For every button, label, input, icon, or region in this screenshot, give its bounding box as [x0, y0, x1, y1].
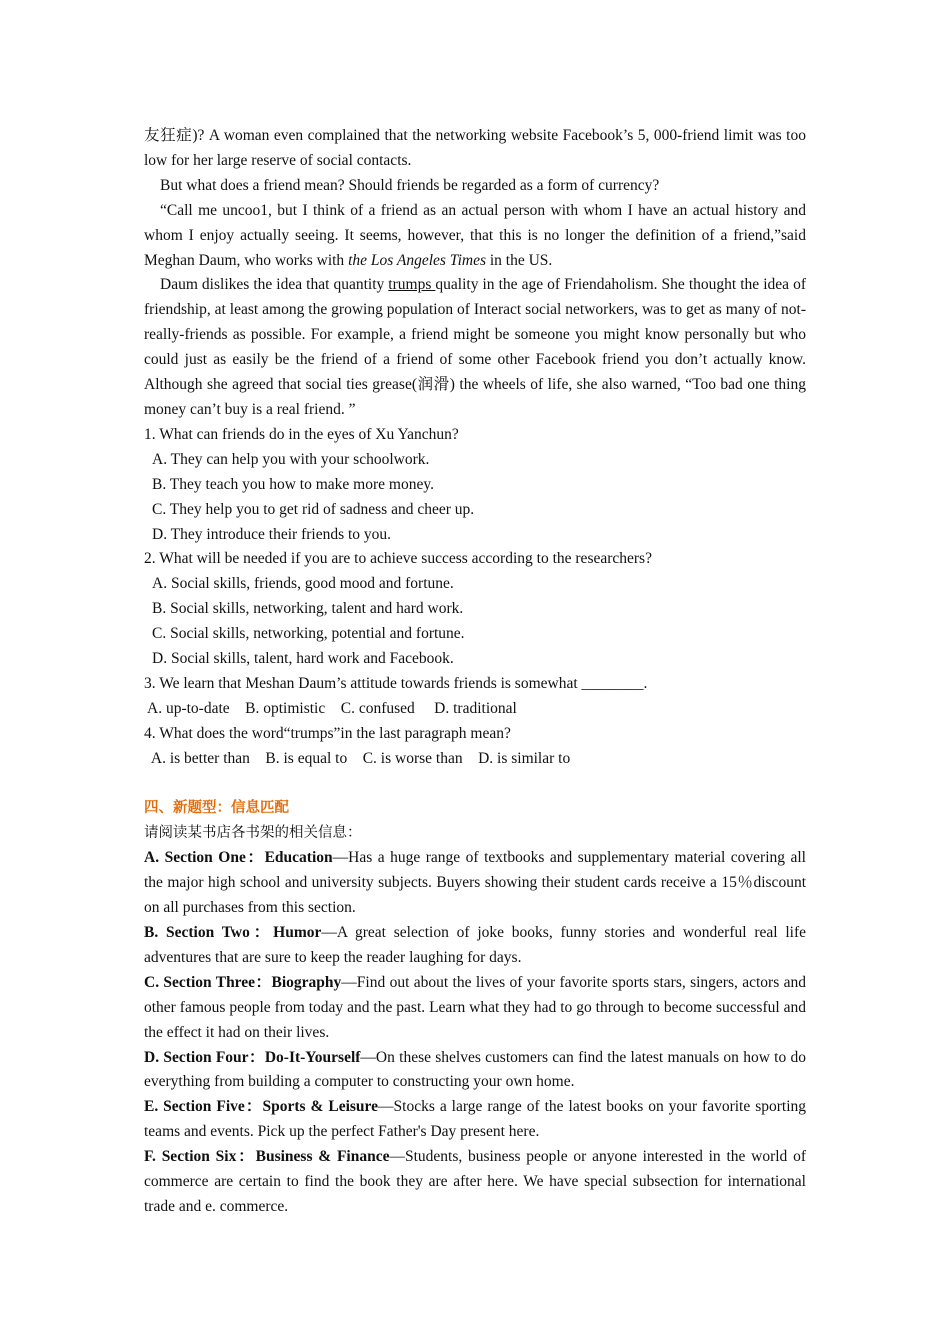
shelf-label: A. Section One：Education: [144, 849, 333, 867]
option-c: C. Social skills, networking, potential and fortune.: [152, 625, 465, 643]
option-d: D. Social skills, talent, hard work and Facebook.: [152, 650, 454, 668]
paragraph-3-text-b: in the US.: [486, 251, 553, 269]
paragraph-3: [144, 199, 806, 274]
question-1: [144, 423, 806, 548]
paragraph-2: But what does a friend mean? Should friends be regarded as a form of currency?: [160, 176, 660, 194]
shelf-label: E. Section Five：Sports & Leisure: [144, 1098, 379, 1116]
option-b: B. Social skills, networking, talent and hard work.: [152, 600, 464, 618]
shelf-label: C. Section Three：Biography: [144, 973, 342, 991]
paragraph-1: 友狂症)? A woman even complained that the networking website Facebook’s 5, 000-friend limit was too low for her large reserve of social contacts.: [144, 127, 806, 169]
newspaper-title: the Los Angeles Times: [348, 251, 486, 269]
paragraph-4: [144, 273, 806, 422]
options-row: A. is better than B. is equal to C. is worse than D. is similar to: [144, 749, 571, 767]
blank-line: [144, 772, 806, 797]
shelf-label: F. Section Six：Business & Finance: [144, 1148, 390, 1166]
shelf-item-f: [144, 1145, 806, 1220]
shelf-label: B. Section Two：Humor: [144, 923, 322, 941]
question-stem: 3. We learn that Meshan Daum’s attitude towards friends is somewhat ________.: [144, 674, 648, 692]
question-2: [144, 547, 806, 672]
shelf-item-e: [144, 1095, 806, 1145]
shelf-description: —A great selection of joke books, funny stories and wonderful real life adventures that are sure to keep the reader laughing for days.: [144, 923, 806, 966]
question-3: [144, 672, 806, 722]
shelf-item-c: [144, 971, 806, 1046]
underlined-word-trumps: trumps: [388, 276, 436, 294]
shelf-item-a: [144, 846, 806, 921]
question-stem: 2. What will be needed if you are to achieve success according to the researchers?: [144, 550, 652, 568]
shelf-description: —On these shelves customers can find the latest manuals on how to do everything from building a computer to constructing your own home.: [144, 1048, 806, 1091]
options-row: A. up-to-date B. optimistic C. confused D. traditional: [144, 699, 517, 717]
section-heading: 四、新题型：信息匹配: [144, 800, 289, 817]
shelf-description: —Find out about the lives of your favorite sports stars, singers, actors and other famous people from today and the past. Learn what they had to go through to become successful and the effect it had on their lives.: [144, 973, 806, 1041]
paragraph-4-text-a: Daum dislikes the idea that quantity: [160, 276, 389, 294]
paragraph-4-text-b: quality in the age of Friendaholism. She thought the idea of friendship, at least among the growing population of Interact social networkers, was to get as many of not-really-friends as possible. For example, a friend might be someone you might know personally but who could just as easily be the friend of a friend of some other Facebook friend you don’t actually know. Although she agreed that social ties grease(润滑) the wheels of life, she also warned, “Too bad one thing money can’t buy is a real friend. ”: [144, 276, 806, 418]
paragraph-3-text-a: “Call me uncoo1, but I think of a friend as an actual person with whom I have an actual history and whom I enjoy actually seeing. It seems, however, that this is no longer the definition of a friend,”said Meghan Daum, who works with: [144, 201, 806, 269]
option-a: A. Social skills, friends, good mood and fortune.: [152, 575, 454, 593]
document-body: [144, 124, 806, 1220]
shelf-description: —Students, business people or anyone interested in the world of commerce are certain to find the book they are after here. We have special subsection for international trade and e. commerce.: [144, 1148, 806, 1215]
shelf-description: —Has a huge range of textbooks and supplementary material covering all the major high school and university subjects. Buyers showing their student cards receive a 15％discount on all purchases from this section.: [144, 849, 806, 917]
option-d: D. They introduce their friends to you.: [152, 525, 392, 543]
question-stem: 4. What does the word“trumps”in the last paragraph mean?: [144, 724, 511, 742]
question-4: [144, 722, 806, 772]
section-intro: 请阅读某书店各书架的相关信息：: [144, 825, 362, 842]
option-c: C. They help you to get rid of sadness and cheer up.: [152, 500, 475, 518]
shelf-label: D. Section Four：Do-It-Yourself: [144, 1048, 361, 1066]
shelf-item-b: [144, 921, 806, 971]
shelf-description: —Stocks a large range of the latest books on your favorite sporting teams and events. Pick up the perfect Father's Day present here.: [144, 1098, 807, 1141]
option-b: B. They teach you how to make more money.: [152, 475, 434, 493]
option-a: A. They can help you with your schoolwork.: [152, 450, 430, 468]
question-stem: 1. What can friends do in the eyes of Xu Yanchun?: [144, 425, 459, 443]
shelf-item-d: [144, 1046, 806, 1096]
